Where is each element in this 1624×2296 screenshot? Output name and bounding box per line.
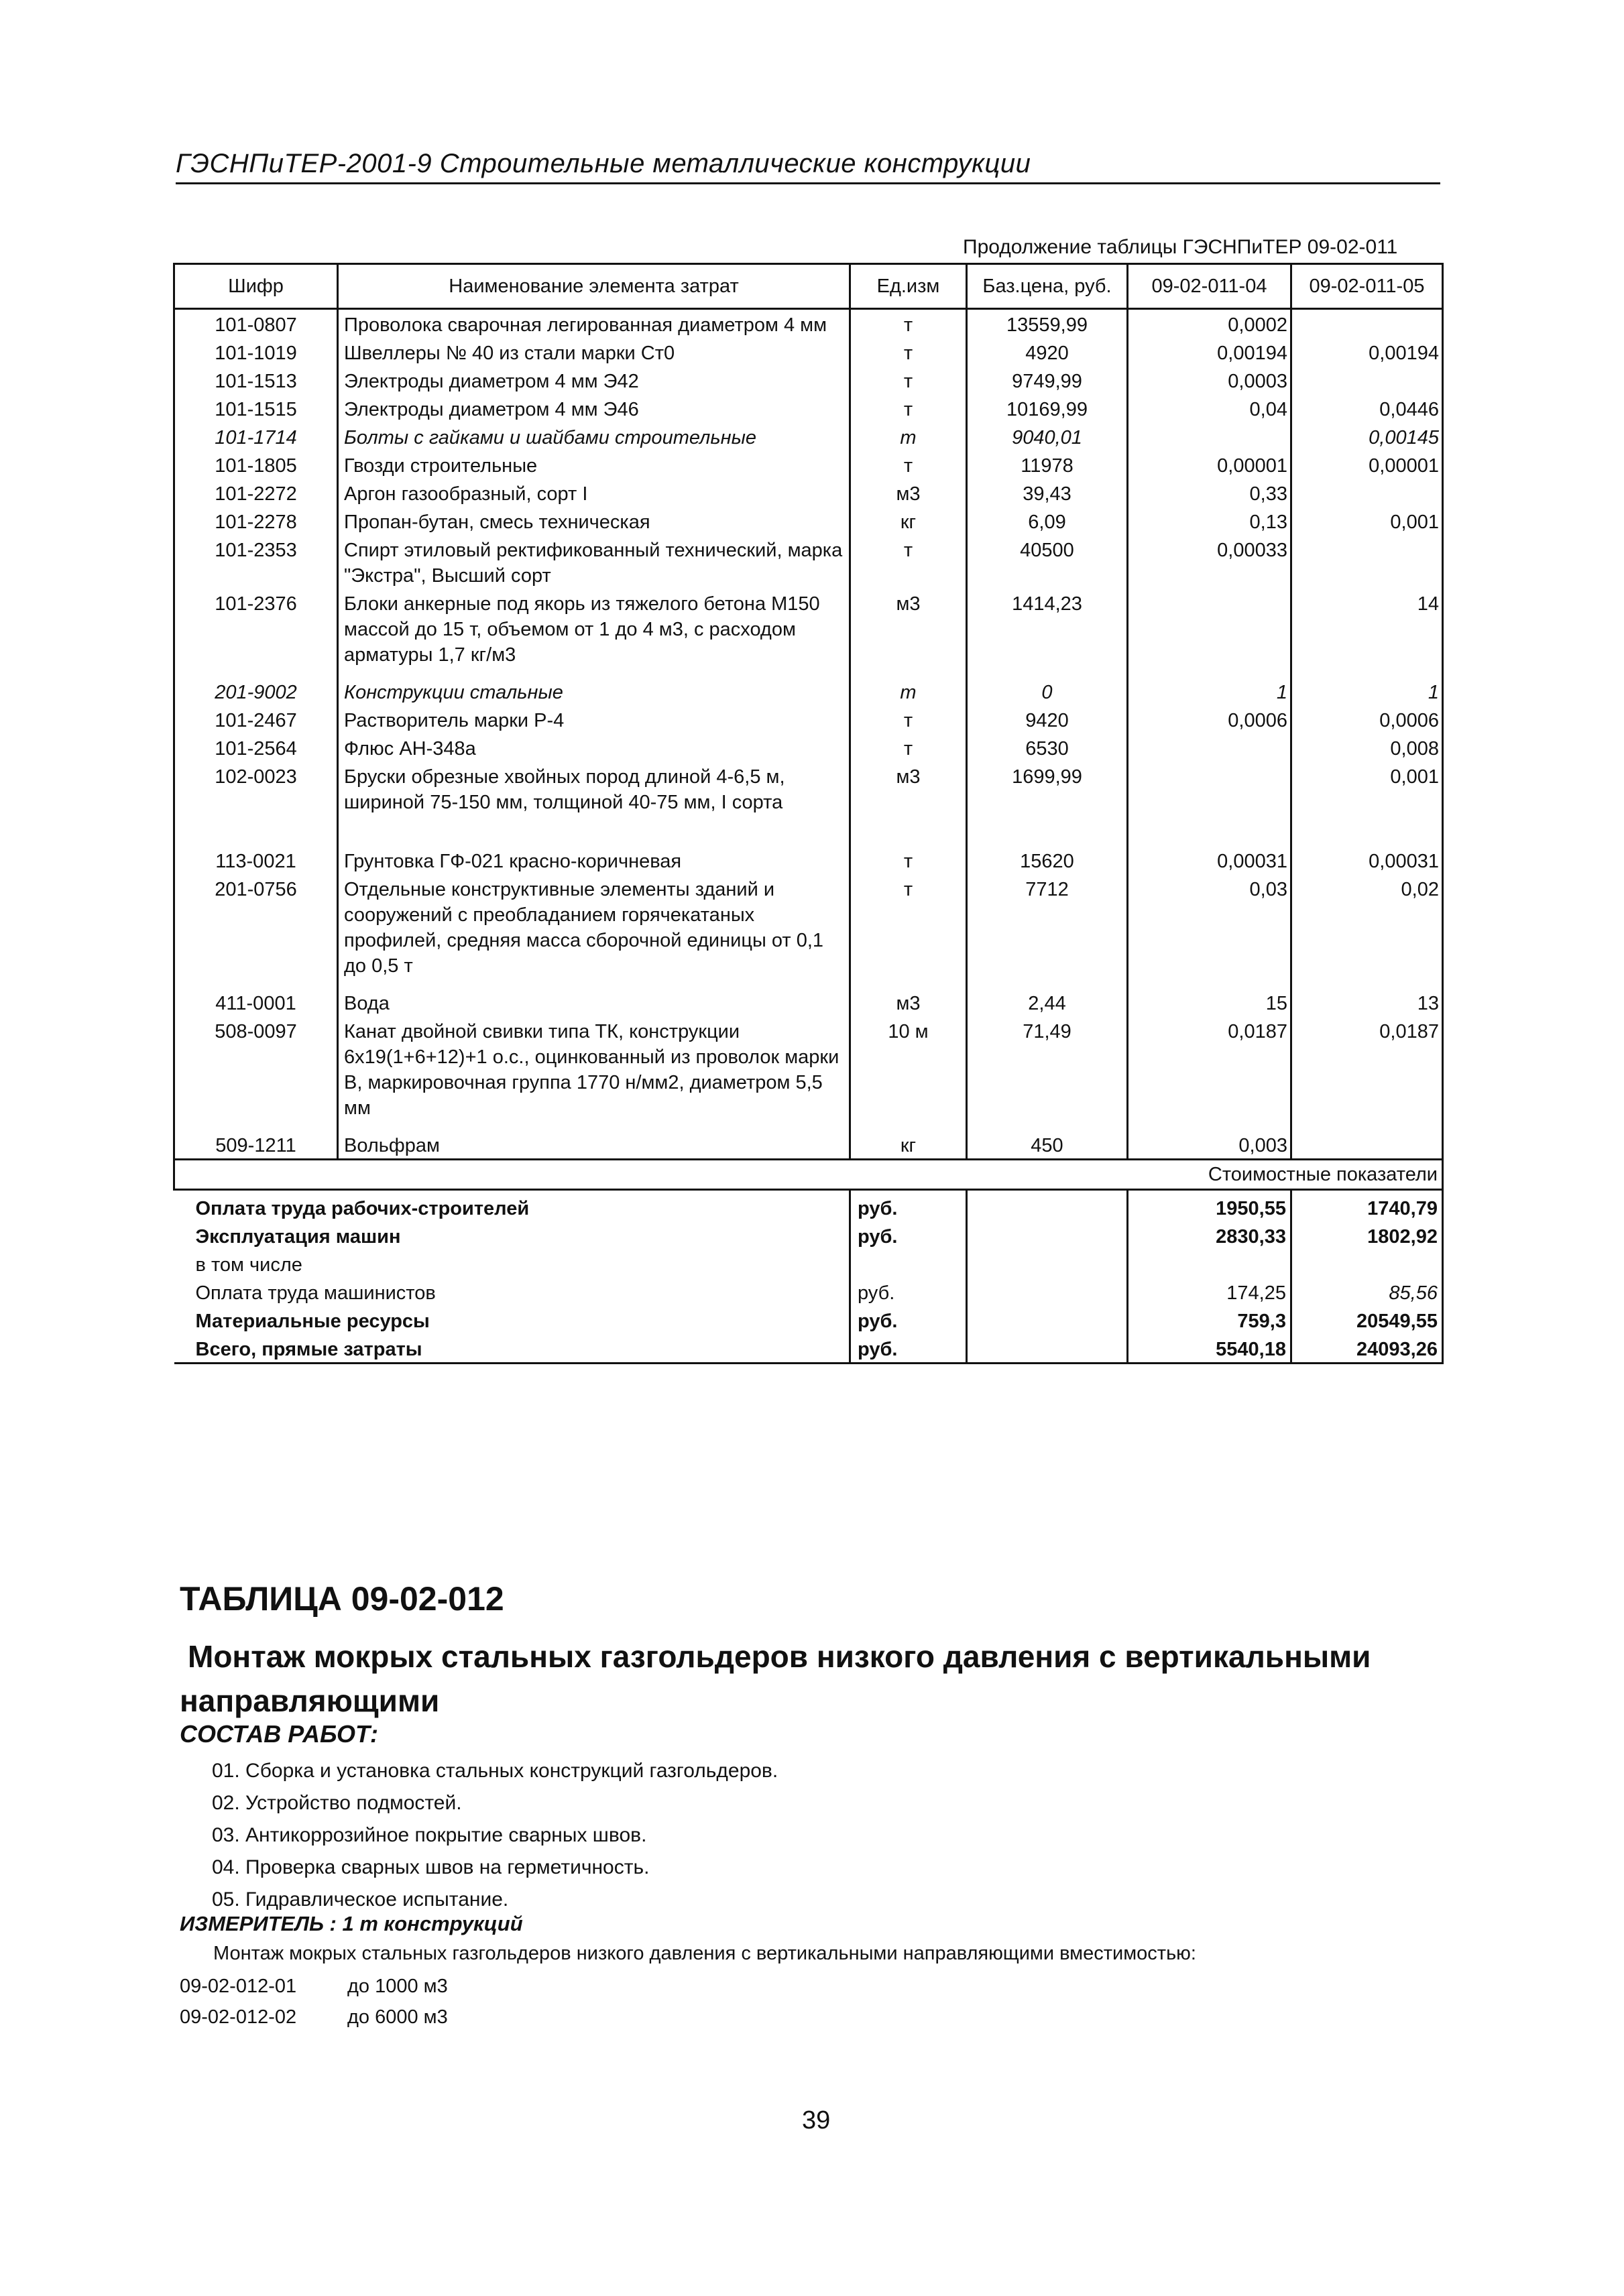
row-unit: т (850, 705, 967, 733)
table-row (174, 450, 1443, 479)
row-price: 9040,01 (967, 422, 1128, 450)
row-name: Проволока сварочная легированная диаметром 4 мм (338, 309, 850, 339)
row-value-04: 0,00033 (1128, 535, 1291, 589)
table-row (174, 762, 1443, 846)
work-item: 04. Проверка сварных швов на герметичность. (212, 1856, 650, 1878)
row-name: Вода (338, 988, 850, 1016)
row-value-04: 0,0003 (1128, 366, 1291, 394)
variant-text: до 6000 м3 (347, 2006, 448, 2028)
row-unit: кг (850, 507, 967, 535)
row-value-04 (1128, 422, 1291, 450)
col-header-variant-04: 09-02-011-04 (1128, 264, 1291, 309)
row-name: Бруски обрезные хвойных пород длиной 4-6,5 м, шириной 75-150 мм, толщиной 40-75 мм, I сорта (338, 762, 850, 846)
row-code: 102-0023 (174, 762, 338, 846)
table-title-line-2: направляющими (180, 1683, 440, 1718)
summary-price-blank (967, 1278, 1128, 1306)
summary-value-05: 1740,79 (1291, 1190, 1443, 1222)
table-row (174, 535, 1443, 589)
variant-text: до 1000 м3 (347, 1976, 448, 1997)
summary-value-04: 5540,18 (1128, 1334, 1291, 1364)
summary-row (174, 1306, 1443, 1334)
row-price: 7712 (967, 874, 1128, 988)
row-code: 411-0001 (174, 988, 338, 1016)
running-header: ГЭСНПиТЕР-2001-9 Строительные металлические конструкции (176, 149, 1031, 178)
row-value-05: 0,0006 (1291, 705, 1443, 733)
table-row (174, 1130, 1443, 1160)
summary-value-05: 24093,26 (1291, 1334, 1443, 1364)
work-item: 01. Сборка и установка стальных конструкций газгольдеров. (212, 1760, 778, 1782)
variant-item (180, 1971, 448, 2002)
row-unit: т (850, 338, 967, 366)
table-row (174, 705, 1443, 733)
table-title (180, 1634, 1454, 1723)
row-code: 101-1513 (174, 366, 338, 394)
row-price: 9749,99 (967, 366, 1128, 394)
row-name: Спирт этиловый ректификованный технический, марка "Экстра", Высший сорт (338, 535, 850, 589)
row-unit: т (850, 846, 967, 874)
col-header-code: Шифр (174, 264, 338, 309)
summary-label: Оплата труда машинистов (195, 1282, 436, 1304)
variants-list (180, 1971, 448, 2033)
row-value-04: 0,33 (1128, 479, 1291, 507)
row-value-04: 15 (1128, 988, 1291, 1016)
row-value-04: 0,00194 (1128, 338, 1291, 366)
row-name: Пропан-бутан, смесь техническая (338, 507, 850, 535)
row-name: Флюс АН-348а (338, 733, 850, 762)
summary-price-blank (967, 1190, 1128, 1222)
row-unit: т (850, 535, 967, 589)
table-continuation-note: Продолжение таблицы ГЭСНПиТЕР 09-02-011 (963, 236, 1398, 258)
row-value-05: 1 (1291, 677, 1443, 705)
summary-value-05 (1291, 1250, 1443, 1278)
row-price: 40500 (967, 535, 1128, 589)
row-name: Вольфрам (338, 1130, 850, 1160)
summary-value-04 (1128, 1250, 1291, 1278)
row-unit: м3 (850, 589, 967, 677)
table-row (174, 874, 1443, 988)
row-value-04: 0,04 (1128, 394, 1291, 422)
variant-code: 09-02-012-01 (180, 1976, 297, 1997)
col-header-variant-05: 09-02-011-05 (1291, 264, 1443, 309)
row-value-05 (1291, 479, 1443, 507)
row-value-05 (1291, 309, 1443, 339)
summary-unit: руб. (850, 1334, 967, 1364)
row-code: 101-1019 (174, 338, 338, 366)
row-value-05: 0,00031 (1291, 846, 1443, 874)
table-row (174, 338, 1443, 366)
row-name: Отдельные конструктивные элементы зданий и сооружений с преобладанием горячекатаных профилей, средняя масса сборочной единицы от 0,1 до 0,5 т (338, 874, 850, 988)
table-row (174, 507, 1443, 535)
row-code: 101-0807 (174, 309, 338, 339)
row-code: 101-2564 (174, 733, 338, 762)
row-unit: т (850, 677, 967, 705)
row-value-04 (1128, 733, 1291, 762)
row-price: 39,43 (967, 479, 1128, 507)
summary-row (174, 1250, 1443, 1278)
summary-value-04: 2830,33 (1128, 1221, 1291, 1250)
row-name: Гвозди строительные (338, 450, 850, 479)
resource-table (173, 263, 1444, 1364)
row-name: Канат двойной свивки типа ТК, конструкции 6х19(1+6+12)+1 о.с., оцинкованный из проволок марки В, маркировочная группа 1770 н/мм2, диаметром 5,5 мм (338, 1016, 850, 1130)
work-item: 03. Антикоррозийное покрытие сварных швов. (212, 1824, 647, 1846)
summary-price-blank (967, 1306, 1128, 1334)
row-value-05: 0,00001 (1291, 450, 1443, 479)
summary-value-05: 1802,92 (1291, 1221, 1443, 1250)
row-value-05: 0,001 (1291, 507, 1443, 535)
row-price: 13559,99 (967, 309, 1128, 339)
row-value-05 (1291, 366, 1443, 394)
summary-value-04: 1950,55 (1128, 1190, 1291, 1222)
row-value-05 (1291, 1130, 1443, 1160)
table-row (174, 309, 1443, 339)
row-name: Конструкции стальные (338, 677, 850, 705)
row-value-04: 0,003 (1128, 1130, 1291, 1160)
row-code: 101-2272 (174, 479, 338, 507)
summary-label: в том числе (195, 1254, 302, 1276)
row-price: 4920 (967, 338, 1128, 366)
row-code: 508-0097 (174, 1016, 338, 1130)
row-code: 101-2353 (174, 535, 338, 589)
row-name: Аргон газообразный, сорт I (338, 479, 850, 507)
row-code: 101-1714 (174, 422, 338, 450)
works-list (212, 1755, 778, 1916)
row-price: 2,44 (967, 988, 1128, 1016)
row-unit: 10 м (850, 1016, 967, 1130)
table-row (174, 677, 1443, 705)
row-code: 509-1211 (174, 1130, 338, 1160)
table-row (174, 846, 1443, 874)
row-value-04: 0,13 (1128, 507, 1291, 535)
row-value-05: 0,008 (1291, 733, 1443, 762)
row-value-04: 0,00001 (1128, 450, 1291, 479)
row-unit: т (850, 394, 967, 422)
row-name: Электроды диаметром 4 мм Э46 (338, 394, 850, 422)
summary-row (174, 1221, 1443, 1250)
row-value-04: 0,0187 (1128, 1016, 1291, 1130)
header-rule (176, 182, 1440, 184)
table-row (174, 1016, 1443, 1130)
row-price: 11978 (967, 450, 1128, 479)
table-row (174, 422, 1443, 450)
row-unit: т (850, 874, 967, 988)
table-row (174, 366, 1443, 394)
row-unit: т (850, 733, 967, 762)
row-price: 10169,99 (967, 394, 1128, 422)
table-code: ТАБЛИЦА 09-02-012 (180, 1580, 504, 1618)
row-code: 101-2467 (174, 705, 338, 733)
row-code: 101-1805 (174, 450, 338, 479)
work-item: 02. Устройство подмостей. (212, 1792, 462, 1814)
summary-unit: руб. (850, 1190, 967, 1222)
row-price: 15620 (967, 846, 1128, 874)
row-value-05 (1291, 535, 1443, 589)
col-header-unit: Ед.изм (850, 264, 967, 309)
row-value-04: 0,0002 (1128, 309, 1291, 339)
row-name: Электроды диаметром 4 мм Э42 (338, 366, 850, 394)
summary-label: Материальные ресурсы (195, 1311, 430, 1332)
summary-price-blank (967, 1221, 1128, 1250)
row-value-05: 13 (1291, 988, 1443, 1016)
row-value-05: 0,0446 (1291, 394, 1443, 422)
row-unit: м3 (850, 988, 967, 1016)
row-unit: т (850, 422, 967, 450)
row-name: Блоки анкерные под якорь из тяжелого бетона М150 массой до 15 т, объемом от 1 до 4 м3, с расходом арматуры 1,7 кг/м3 (338, 589, 850, 677)
row-value-05: 0,00145 (1291, 422, 1443, 450)
table-row (174, 988, 1443, 1016)
row-value-04: 0,00031 (1128, 846, 1291, 874)
row-value-05: 0,02 (1291, 874, 1443, 988)
row-value-04: 1 (1128, 677, 1291, 705)
row-value-04 (1128, 762, 1291, 846)
summary-row (174, 1278, 1443, 1306)
summary-label: Оплата труда рабочих-строителей (195, 1198, 530, 1219)
row-name: Грунтовка ГФ-021 красно-коричневая (338, 846, 850, 874)
row-value-05: 0,0187 (1291, 1016, 1443, 1130)
row-value-04: 0,0006 (1128, 705, 1291, 733)
variant-code: 09-02-012-02 (180, 2006, 297, 2028)
row-code: 201-9002 (174, 677, 338, 705)
row-value-05: 14 (1291, 589, 1443, 677)
table-row (174, 394, 1443, 422)
summary-unit: руб. (850, 1221, 967, 1250)
table-row (174, 479, 1443, 507)
summary-price-blank (967, 1334, 1128, 1364)
row-price: 6530 (967, 733, 1128, 762)
summary-price-blank (967, 1250, 1128, 1278)
table-row (174, 589, 1443, 677)
table-header-row (174, 264, 1443, 309)
row-code: 201-0756 (174, 874, 338, 988)
works-heading: СОСТАВ РАБОТ: (180, 1720, 378, 1748)
row-value-05: 0,001 (1291, 762, 1443, 846)
row-unit: т (850, 309, 967, 339)
table-row (174, 733, 1443, 762)
page-number: 39 (802, 2106, 831, 2134)
summary-value-05: 85,56 (1291, 1278, 1443, 1306)
description: Монтаж мокрых стальных газгольдеров низкого давления с вертикальными направляющими вместимостью: (213, 1943, 1196, 1964)
row-code: 101-2278 (174, 507, 338, 535)
row-name: Швеллеры № 40 из стали марки Ст0 (338, 338, 850, 366)
row-unit: т (850, 450, 967, 479)
row-code: 101-2376 (174, 589, 338, 677)
measurer: ИЗМЕРИТЕЛЬ : 1 т конструкций (180, 1912, 523, 1935)
row-price: 0 (967, 677, 1128, 705)
row-name: Болты с гайками и шайбами строительные (338, 422, 850, 450)
row-name: Растворитель марки Р-4 (338, 705, 850, 733)
row-price: 450 (967, 1130, 1128, 1160)
summary-unit: руб. (850, 1306, 967, 1334)
variant-item (180, 2002, 448, 2033)
row-unit: м3 (850, 479, 967, 507)
table-title-line-1: Монтаж мокрых стальных газгольдеров низкого давления с вертикальными (188, 1639, 1371, 1674)
row-price: 9420 (967, 705, 1128, 733)
row-price: 71,49 (967, 1016, 1128, 1130)
row-price: 6,09 (967, 507, 1128, 535)
summary-unit (850, 1250, 967, 1278)
summary-value-05: 20549,55 (1291, 1306, 1443, 1334)
summary-row (174, 1190, 1443, 1222)
summary-label: Всего, прямые затраты (174, 1334, 850, 1364)
col-header-price: Баз.цена, руб. (967, 264, 1128, 309)
row-value-04 (1128, 589, 1291, 677)
row-code: 113-0021 (174, 846, 338, 874)
summary-value-04: 759,3 (1128, 1306, 1291, 1334)
row-value-04: 0,03 (1128, 874, 1291, 988)
summary-row (174, 1334, 1443, 1364)
cost-header: Стоимостные показатели (174, 1160, 1443, 1190)
row-value-05: 0,00194 (1291, 338, 1443, 366)
row-unit: м3 (850, 762, 967, 846)
row-price: 1699,99 (967, 762, 1128, 846)
row-unit: т (850, 366, 967, 394)
col-header-name: Наименование элемента затрат (338, 264, 850, 309)
row-price: 1414,23 (967, 589, 1128, 677)
row-unit: кг (850, 1130, 967, 1160)
summary-label: Эксплуатация машин (195, 1226, 401, 1248)
row-code: 101-1515 (174, 394, 338, 422)
summary-value-04: 174,25 (1128, 1278, 1291, 1306)
cost-header-row (174, 1160, 1443, 1190)
work-item: 05. Гидравлическое испытание. (212, 1888, 509, 1911)
summary-unit: руб. (850, 1278, 967, 1306)
